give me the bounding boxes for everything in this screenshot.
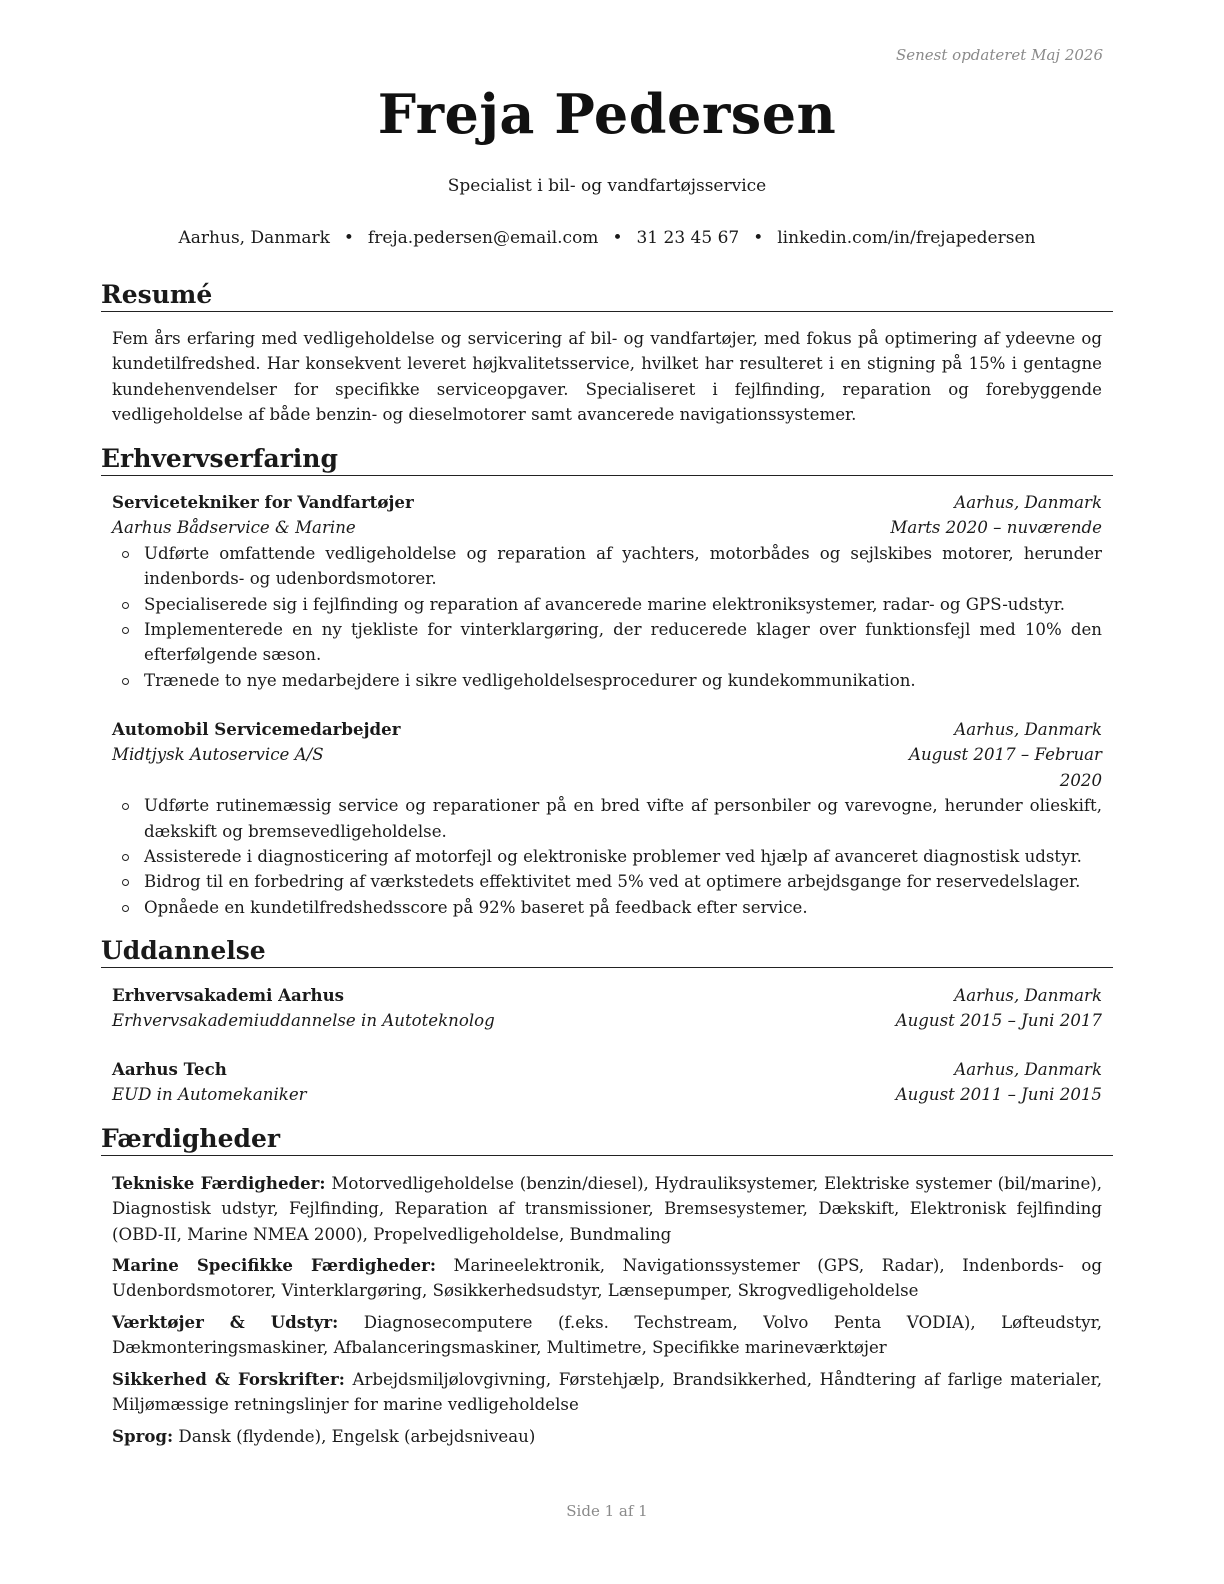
skill-group xyxy=(112,1310,1102,1361)
education-dates: August 2011 – Juni 2015 xyxy=(895,1085,1102,1105)
job-location: Aarhus, Danmark xyxy=(954,493,1102,512)
list-item: Assisterede i diagnosticering af motorfejl og elektroniske problemer ved hjælp af avanceret diagnostisk udstyr. xyxy=(112,844,1102,869)
skill-group xyxy=(112,1424,1102,1449)
job-company: Midtjysk Autoservice A/S xyxy=(112,745,324,765)
circle-bullet-icon xyxy=(122,551,129,558)
circle-bullet-icon xyxy=(122,854,129,861)
page-number: Side 1 af 1 xyxy=(566,1502,648,1520)
circle-bullet-icon xyxy=(122,905,129,912)
circle-bullet-icon xyxy=(122,627,129,634)
list-item: Udførte rutinemæssig service og reparationer på en bred vifte af personbiler og varevogne, herunder olieskift, dækskift og bremsevedligeholdelse. xyxy=(112,793,1102,844)
skill-group xyxy=(112,1367,1102,1418)
contact-email[interactable]: freja.pedersen@email.com xyxy=(367,228,599,248)
job-company: Aarhus Bådservice & Marine xyxy=(112,518,356,538)
skill-group xyxy=(112,1253,1102,1304)
education-location: Aarhus, Danmark xyxy=(954,986,1102,1005)
contact-separator: • xyxy=(753,228,764,248)
job-entry xyxy=(112,717,1102,920)
summary-text: Fem års erfaring med vedligeholdelse og servicering af bil- og vandfartøjer, med fokus på optimering af ydeevne og kundetilfredshed. Har konsekvent leveret højkvalitetsservice, hvilket har resulteret i en stigning på 15% i gentagne kundehenvendelser for specifikke serviceopgaver. Specialiseret i fejlfinding, reparation og forebyggende vedligeholdelse af både benzin- og dieselmotorer samt avancerede navigationssystemer. xyxy=(112,329,1102,425)
skill-label: Værktøjer & Udstyr: xyxy=(112,1312,339,1332)
job-dates: August 2017 – Februar 2020 xyxy=(908,745,1102,790)
circle-bullet-icon xyxy=(122,678,129,685)
circle-bullet-icon xyxy=(122,879,129,886)
job-location: Aarhus, Danmark xyxy=(954,720,1102,739)
skill-text: Diagnosecomputere (f.eks. Techstream, Volvo Penta VODIA), Løfteudstyr, Dækmonteringsmaskiner, Afbalanceringsmaskiner, Multimetre, Specifikke marineværktøjer xyxy=(112,1313,1103,1358)
contact-separator: • xyxy=(343,228,354,248)
job-entry xyxy=(112,490,1102,693)
education-entry xyxy=(112,983,1102,1034)
education-degree: Erhvervsakademiuddannelse in Autoteknolog xyxy=(112,1011,495,1031)
skill-label: Sikkerhed & Forskrifter: xyxy=(112,1369,345,1389)
list-item: Implementerede en ny tjekliste for vinterklargøring, der reducerede klager over funktionsfejl med 10% den efterfølgende sæson. xyxy=(112,617,1102,668)
resume-page xyxy=(101,0,1113,1584)
education-degree: EUD in Automekaniker xyxy=(112,1085,307,1105)
list-item: Opnåede en kundetilfredshedsscore på 92% baseret på feedback efter service. xyxy=(112,895,1102,920)
job-bullets xyxy=(112,541,1102,693)
skill-label: Sprog: xyxy=(112,1426,174,1446)
education-entry xyxy=(112,1057,1102,1108)
list-item: Udførte omfattende vedligeholdelse og reparation af yachters, motorbådes og sejlskibes motorer, herunder indenbords- og udenbordsmotorer. xyxy=(112,541,1102,592)
contact-separator: • xyxy=(612,228,623,248)
contact-phone: 31 23 45 67 xyxy=(636,228,740,248)
candidate-name: Freja Pedersen xyxy=(377,82,837,146)
education-school: Aarhus Tech xyxy=(112,1059,227,1079)
skill-text: Motorvedligeholdelse (benzin/diesel), Hydrauliksystemer, Elektriske systemer (bil/marine), Diagnostisk udstyr, Fejlfinding, Reparation af transmissioner, Bremsesystemer, Dækskift, Elektronisk fejlfinding (OBD-II, Marine NMEA 2000), Propelvedligeholdelse, Bundmaling xyxy=(112,1174,1103,1244)
contact-line xyxy=(101,228,1113,248)
contact-linkedin[interactable]: linkedin.com/in/frejapedersen xyxy=(777,228,1036,248)
skill-group xyxy=(112,1171,1102,1247)
circle-bullet-icon xyxy=(122,803,129,810)
job-role: Automobil Servicemedarbejder xyxy=(112,719,401,739)
contact-location: Aarhus, Danmark xyxy=(178,228,330,248)
education-dates: August 2015 – Juni 2017 xyxy=(895,1011,1102,1031)
tagline: Specialist i bil- og vandfartøjsservice xyxy=(447,176,767,196)
skill-label: Marine Specifikke Færdigheder: xyxy=(112,1255,436,1275)
section-title-summary: Resumé xyxy=(101,280,1113,312)
job-role: Servicetekniker for Vandfartøjer xyxy=(112,492,414,512)
skill-text: Arbejdsmiljølovgivning, Førstehjælp, Brandsikkerhed, Håndtering af farlige materialer, Miljømæssige retningslinjer for marine vedligeholdelse xyxy=(112,1370,1102,1415)
skill-text: Dansk (flydende), Engelsk (arbejdsniveau) xyxy=(178,1427,536,1446)
skill-text: Marineelektronik, Navigationssystemer (GPS, Radar), Indenbords- og Udenbordsmotorer, Vinterklargøring, Søsikkerhedsudstyr, Lænsepumper, Skrogvedligeholdelse xyxy=(112,1256,1103,1301)
section-title-education: Uddannelse xyxy=(101,936,1113,968)
education-location: Aarhus, Danmark xyxy=(954,1060,1102,1079)
circle-bullet-icon xyxy=(122,602,129,609)
skill-label: Tekniske Færdigheder: xyxy=(112,1173,326,1193)
job-bullets xyxy=(112,793,1102,920)
list-item: Bidrog til en forbedring af værkstedets effektivitet med 5% ved at optimere arbejdsgange for reservedelslager. xyxy=(112,869,1102,894)
job-dates: Marts 2020 – nuværende xyxy=(890,518,1102,538)
list-item: Trænede to nye medarbejdere i sikre vedligeholdelsesprocedurer og kundekommunikation. xyxy=(112,668,1102,693)
list-item: Specialiserede sig i fejlfinding og reparation af avancerede marine elektroniksystemer, radar- og GPS-udstyr. xyxy=(112,592,1102,617)
section-title-experience: Erhvervserfaring xyxy=(101,444,1113,476)
education-school: Erhvervsakademi Aarhus xyxy=(112,985,345,1005)
section-title-skills: Færdigheder xyxy=(101,1124,1113,1156)
last-updated: Senest opdateret Maj 2026 xyxy=(895,46,1103,64)
